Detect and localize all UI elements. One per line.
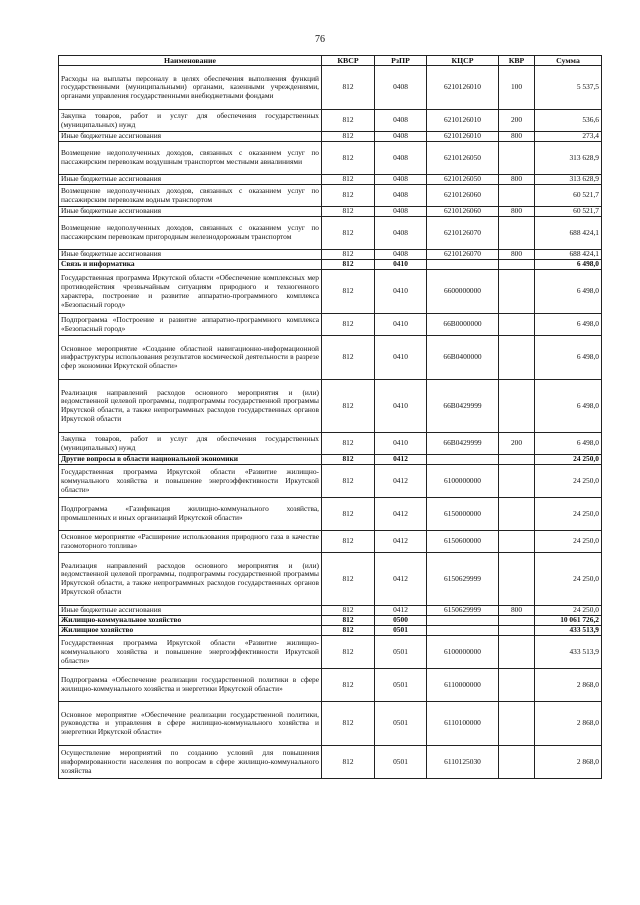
header-kcsr: КЦСР xyxy=(427,56,499,66)
cell-sum: 6 498,0 xyxy=(535,260,602,270)
cell-kvr xyxy=(499,336,535,380)
cell-kcsr: 6110125030 xyxy=(427,746,499,779)
cell-kvsr: 812 xyxy=(322,132,375,142)
cell-rzpr: 0501 xyxy=(375,746,427,779)
cell-kvsr: 812 xyxy=(322,270,375,314)
cell-kvr: 800 xyxy=(499,207,535,217)
cell-kvsr: 812 xyxy=(322,465,375,498)
table-row xyxy=(59,702,602,746)
cell-kcsr: 6150629999 xyxy=(427,606,499,616)
cell-rzpr: 0408 xyxy=(375,207,427,217)
cell-rzpr: 0408 xyxy=(375,142,427,175)
cell-rzpr: 0408 xyxy=(375,185,427,207)
cell-rzpr: 0408 xyxy=(375,66,427,110)
cell-kvr xyxy=(499,746,535,779)
cell-kvr xyxy=(499,270,535,314)
cell-sum: 313 628,9 xyxy=(535,175,602,185)
cell-name: Иные бюджетные ассигнования xyxy=(59,175,322,185)
cell-rzpr: 0410 xyxy=(375,380,427,433)
cell-name: Жилищно-коммунальное хозяйство xyxy=(59,616,322,626)
cell-name: Иные бюджетные ассигнования xyxy=(59,250,322,260)
cell-kcsr xyxy=(427,616,499,626)
cell-kvr xyxy=(499,465,535,498)
budget-table xyxy=(58,55,602,779)
cell-kvsr: 812 xyxy=(322,606,375,616)
cell-kvr xyxy=(499,260,535,270)
cell-sum: 6 498,0 xyxy=(535,433,602,455)
cell-name: Жилищное хозяйство xyxy=(59,626,322,636)
cell-kvsr: 812 xyxy=(322,636,375,669)
cell-kcsr: 6210126070 xyxy=(427,250,499,260)
table-row xyxy=(59,66,602,110)
cell-kvr xyxy=(499,636,535,669)
cell-sum: 688 424,1 xyxy=(535,217,602,250)
cell-kvsr: 812 xyxy=(322,531,375,553)
cell-kcsr: 6110000000 xyxy=(427,669,499,702)
cell-name: Государственная программа Иркутской области «Развитие жилищно-коммунального хозяйства и повышение энергоэффективности Иркутской области» xyxy=(59,636,322,669)
cell-name: Иные бюджетные ассигнования xyxy=(59,606,322,616)
cell-kvr xyxy=(499,455,535,465)
cell-kcsr: 66В0429999 xyxy=(427,433,499,455)
cell-kcsr: 6150629999 xyxy=(427,553,499,606)
table-row xyxy=(59,669,602,702)
cell-sum: 433 513,9 xyxy=(535,626,602,636)
header-sum: Сумма xyxy=(535,56,602,66)
cell-kvr: 200 xyxy=(499,433,535,455)
table-row xyxy=(59,217,602,250)
cell-name: Подпрограмма «Газификация жилищно-коммунального хозяйства, промышленных и иных организаций Иркутской области» xyxy=(59,498,322,531)
cell-rzpr: 0408 xyxy=(375,250,427,260)
cell-kvr xyxy=(499,626,535,636)
cell-kvr: 800 xyxy=(499,132,535,142)
table-header-row xyxy=(59,56,602,66)
header-rzpr: РзПР xyxy=(375,56,427,66)
cell-sum: 536,6 xyxy=(535,110,602,132)
cell-kvr xyxy=(499,217,535,250)
cell-kvr xyxy=(499,669,535,702)
cell-kcsr: 6150000000 xyxy=(427,498,499,531)
table-row xyxy=(59,336,602,380)
cell-name: Другие вопросы в области национальной экономики xyxy=(59,455,322,465)
cell-name: Реализация направлений расходов основного мероприятия и (или) ведомственной целевой программы, подпрограммы государственной программы Иркутской области, а также непрограммных расходов государственных органов Иркутской области xyxy=(59,380,322,433)
cell-sum: 433 513,9 xyxy=(535,636,602,669)
cell-kvr xyxy=(499,702,535,746)
table-row xyxy=(59,746,602,779)
cell-rzpr: 0408 xyxy=(375,110,427,132)
cell-kcsr: 6210126070 xyxy=(427,217,499,250)
table-row xyxy=(59,498,602,531)
cell-kvsr: 812 xyxy=(322,433,375,455)
cell-rzpr: 0410 xyxy=(375,433,427,455)
cell-name: Осуществление мероприятий по созданию условий для повышения информированности населения по вопросам в сфере жилищно-коммунального хозяйства xyxy=(59,746,322,779)
cell-name: Возмещение недополученных доходов, связанных с оказанием услуг по пассажирским перевозкам воздушным транспортом местными авиалиниями xyxy=(59,142,322,175)
cell-kvr xyxy=(499,531,535,553)
cell-rzpr: 0412 xyxy=(375,531,427,553)
cell-rzpr: 0501 xyxy=(375,636,427,669)
cell-rzpr: 0408 xyxy=(375,217,427,250)
cell-kvsr: 812 xyxy=(322,380,375,433)
cell-rzpr: 0412 xyxy=(375,553,427,606)
cell-rzpr: 0500 xyxy=(375,616,427,626)
cell-kvsr: 812 xyxy=(322,616,375,626)
cell-name: Возмещение недополученных доходов, связанных с оказанием услуг по пассажирским перевозкам водным транспортом xyxy=(59,185,322,207)
cell-sum: 60 521,7 xyxy=(535,185,602,207)
cell-sum: 24 250,0 xyxy=(535,455,602,465)
table-row xyxy=(59,314,602,336)
cell-kvsr: 812 xyxy=(322,110,375,132)
cell-kvsr: 812 xyxy=(322,175,375,185)
cell-kvsr: 812 xyxy=(322,746,375,779)
cell-kcsr: 6210126050 xyxy=(427,175,499,185)
cell-kcsr: 6210126050 xyxy=(427,142,499,175)
cell-rzpr: 0410 xyxy=(375,314,427,336)
cell-sum: 5 537,5 xyxy=(535,66,602,110)
cell-kvsr: 812 xyxy=(322,455,375,465)
cell-rzpr: 0412 xyxy=(375,455,427,465)
cell-sum: 6 498,0 xyxy=(535,336,602,380)
header-kvsr: КВСР xyxy=(322,56,375,66)
table-row xyxy=(59,616,602,626)
cell-name: Связь и информатика xyxy=(59,260,322,270)
cell-kcsr: 66В0000000 xyxy=(427,314,499,336)
header-kvr: КВР xyxy=(499,56,535,66)
cell-sum: 24 250,0 xyxy=(535,498,602,531)
table-row xyxy=(59,185,602,207)
cell-sum: 24 250,0 xyxy=(535,531,602,553)
cell-kvsr: 812 xyxy=(322,702,375,746)
cell-kvr: 800 xyxy=(499,250,535,260)
cell-kvsr: 812 xyxy=(322,142,375,175)
table-row xyxy=(59,626,602,636)
cell-kcsr: 6110100000 xyxy=(427,702,499,746)
cell-kvsr: 812 xyxy=(322,260,375,270)
cell-kvsr: 812 xyxy=(322,669,375,702)
cell-kcsr: 6210126010 xyxy=(427,110,499,132)
cell-name: Закупка товаров, работ и услуг для обеспечения государственных (муниципальных) нужд xyxy=(59,110,322,132)
cell-name: Государственная программа Иркутской области «Обеспечение комплексных мер противодействия чрезвычайным ситуациям природного и техногенного характера, построение и развитие аппаратно-программного комплекса «Безопасный город» xyxy=(59,270,322,314)
cell-name: Государственная программа Иркутской области «Развитие жилищно-коммунального хозяйства и повышение энергоэффективности Иркутской области» xyxy=(59,465,322,498)
cell-kcsr xyxy=(427,260,499,270)
cell-sum: 6 498,0 xyxy=(535,380,602,433)
table-row xyxy=(59,207,602,217)
cell-kvsr: 812 xyxy=(322,553,375,606)
cell-sum: 6 498,0 xyxy=(535,270,602,314)
cell-kvr xyxy=(499,553,535,606)
cell-kvr: 100 xyxy=(499,66,535,110)
table-row xyxy=(59,110,602,132)
page-number: 76 xyxy=(315,34,325,45)
cell-kvsr: 812 xyxy=(322,66,375,110)
cell-kcsr: 6100000000 xyxy=(427,636,499,669)
cell-rzpr: 0501 xyxy=(375,626,427,636)
cell-sum: 688 424,1 xyxy=(535,250,602,260)
table-row xyxy=(59,175,602,185)
cell-kvsr: 812 xyxy=(322,185,375,207)
table-row xyxy=(59,250,602,260)
cell-kvsr: 812 xyxy=(322,217,375,250)
cell-sum: 24 250,0 xyxy=(535,606,602,616)
cell-kcsr: 66В0400000 xyxy=(427,336,499,380)
cell-kcsr: 6210126010 xyxy=(427,66,499,110)
cell-kcsr: 6150600000 xyxy=(427,531,499,553)
cell-name: Иные бюджетные ассигнования xyxy=(59,207,322,217)
cell-sum: 24 250,0 xyxy=(535,553,602,606)
table-row xyxy=(59,465,602,498)
cell-kvr xyxy=(499,380,535,433)
cell-name: Подпрограмма «Построение и развитие аппаратно-программного комплекса «Безопасный город» xyxy=(59,314,322,336)
cell-kvr: 800 xyxy=(499,175,535,185)
cell-kcsr: 6100000000 xyxy=(427,465,499,498)
table-row xyxy=(59,553,602,606)
cell-kcsr xyxy=(427,626,499,636)
cell-kcsr: 6600000000 xyxy=(427,270,499,314)
cell-sum: 24 250,0 xyxy=(535,465,602,498)
cell-name: Возмещение недополученных доходов, связанных с оказанием услуг по пассажирским перевозкам пригородным железнодорожным транспортом xyxy=(59,217,322,250)
cell-kvsr: 812 xyxy=(322,250,375,260)
table-row xyxy=(59,531,602,553)
table-row xyxy=(59,455,602,465)
cell-name: Реализация направлений расходов основного мероприятия и (или) ведомственной целевой программы, подпрограммы государственной программы Иркутской области, а также непрограммных расходов государственных органов Иркутской области xyxy=(59,553,322,606)
cell-rzpr: 0410 xyxy=(375,336,427,380)
cell-sum: 273,4 xyxy=(535,132,602,142)
cell-sum: 6 498,0 xyxy=(535,314,602,336)
cell-rzpr: 0412 xyxy=(375,606,427,616)
cell-kvr xyxy=(499,616,535,626)
table-body xyxy=(59,66,602,779)
cell-rzpr: 0412 xyxy=(375,498,427,531)
header-name: Наименование xyxy=(59,56,322,66)
cell-kvr: 200 xyxy=(499,110,535,132)
cell-name: Закупка товаров, работ и услуг для обеспечения государственных (муниципальных) нужд xyxy=(59,433,322,455)
cell-kvr xyxy=(499,498,535,531)
cell-kvr xyxy=(499,142,535,175)
cell-rzpr: 0408 xyxy=(375,175,427,185)
table-row xyxy=(59,433,602,455)
cell-rzpr: 0410 xyxy=(375,260,427,270)
cell-kcsr: 6210126060 xyxy=(427,207,499,217)
table-row xyxy=(59,380,602,433)
cell-sum: 2 868,0 xyxy=(535,746,602,779)
cell-sum: 313 628,9 xyxy=(535,142,602,175)
cell-kvsr: 812 xyxy=(322,207,375,217)
cell-kcsr: 66В0429999 xyxy=(427,380,499,433)
cell-rzpr: 0408 xyxy=(375,132,427,142)
cell-name: Основное мероприятие «Создание областной навигационно-информационной инфраструктуры использования результатов космической деятельности в разрезе сфер экономики Иркутской области» xyxy=(59,336,322,380)
cell-name: Основное мероприятие «Обеспечение реализации государственной политики, руководства и управления в сфере жилищно-коммунального хозяйства и энергетики Иркутской области» xyxy=(59,702,322,746)
cell-rzpr: 0412 xyxy=(375,465,427,498)
table-row xyxy=(59,606,602,616)
cell-name: Основное мероприятие «Расширение использования природного газа в качестве газомоторного топлива» xyxy=(59,531,322,553)
table-row xyxy=(59,270,602,314)
cell-sum: 10 061 726,2 xyxy=(535,616,602,626)
cell-kvsr: 812 xyxy=(322,314,375,336)
cell-rzpr: 0410 xyxy=(375,270,427,314)
cell-kvr: 800 xyxy=(499,606,535,616)
table-row xyxy=(59,132,602,142)
cell-kvsr: 812 xyxy=(322,336,375,380)
cell-kcsr: 6210126010 xyxy=(427,132,499,142)
cell-sum: 2 868,0 xyxy=(535,702,602,746)
table-row xyxy=(59,636,602,669)
cell-name: Подпрограмма «Обеспечение реализации государственной политики в сфере жилищно-коммунального хозяйства и энергетики Иркутской области» xyxy=(59,669,322,702)
cell-kvsr: 812 xyxy=(322,498,375,531)
table-row xyxy=(59,142,602,175)
table-row xyxy=(59,260,602,270)
cell-kvr xyxy=(499,185,535,207)
cell-sum: 2 868,0 xyxy=(535,669,602,702)
cell-kvr xyxy=(499,314,535,336)
cell-kcsr xyxy=(427,455,499,465)
cell-rzpr: 0501 xyxy=(375,702,427,746)
cell-sum: 60 521,7 xyxy=(535,207,602,217)
cell-kvsr: 812 xyxy=(322,626,375,636)
cell-name: Иные бюджетные ассигнования xyxy=(59,132,322,142)
cell-rzpr: 0501 xyxy=(375,669,427,702)
cell-kcsr: 6210126060 xyxy=(427,185,499,207)
cell-name: Расходы на выплаты персоналу в целях обеспечения выполнения функций государственными (муниципальными) органами, казенными учреждениями, органами управления государственными внебюджетными фондами xyxy=(59,66,322,110)
